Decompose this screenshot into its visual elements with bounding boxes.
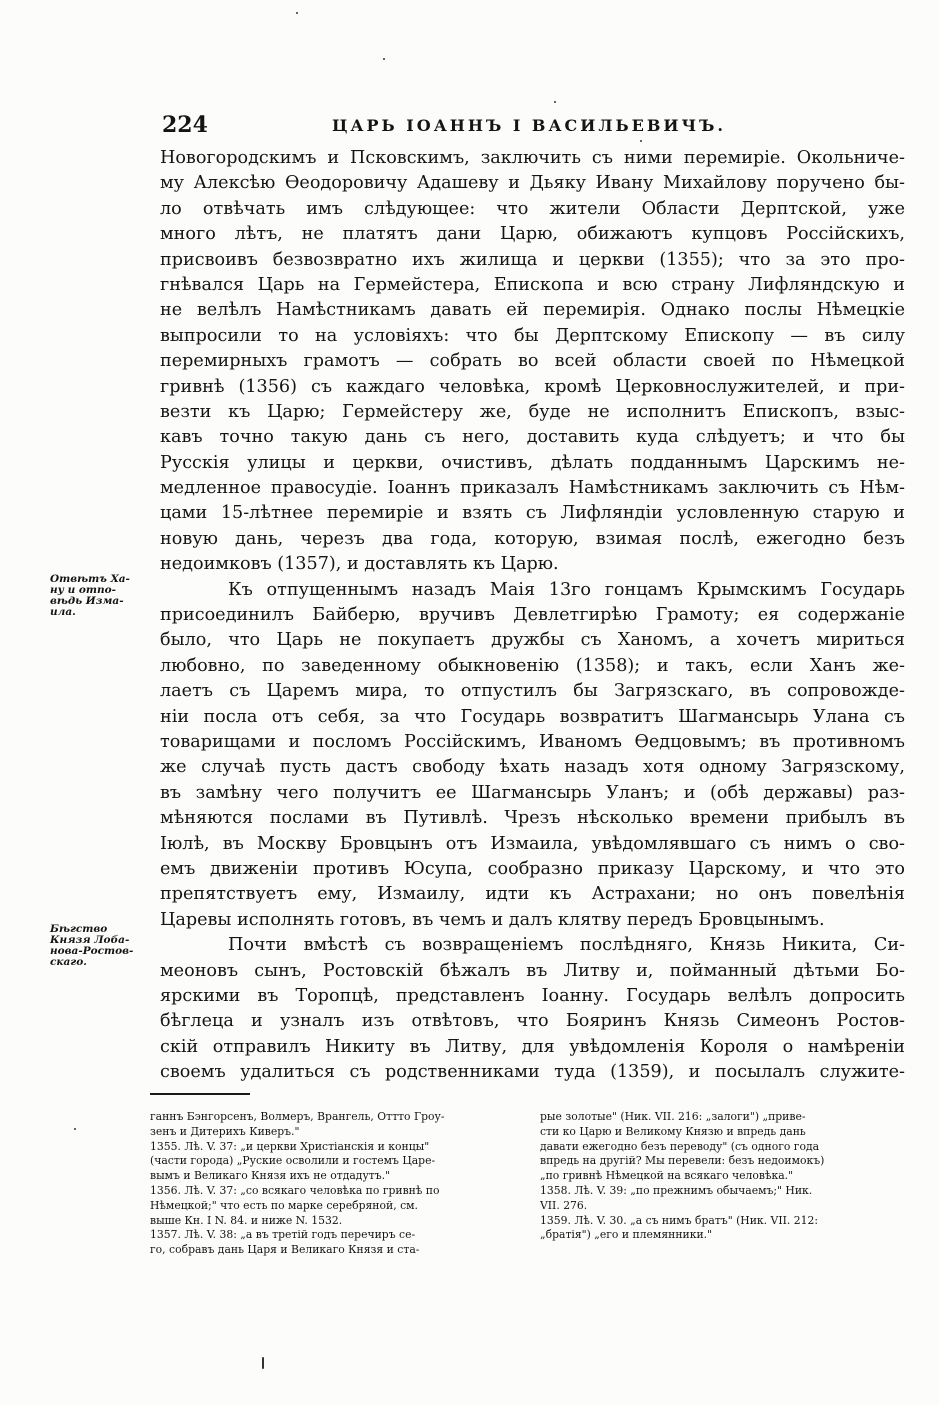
footnote-line: го, собравъ дань Царя и Великаго Князя и ста- bbox=[150, 1243, 420, 1257]
scan-speck bbox=[640, 140, 642, 142]
margin-note-line: вѣдь Изма- bbox=[50, 595, 124, 607]
scan-speck bbox=[262, 1357, 264, 1369]
margin-note-line: нова-Ростов- bbox=[50, 945, 134, 957]
margin-note-line: Отвѣтъ Ха- bbox=[50, 573, 130, 585]
body-line: не велѣлъ Намѣстникамъ давать ей перемирія. Однако послы Нѣмецкіе bbox=[160, 300, 905, 321]
body-line: было, что Царь не покупаетъ дружбы съ Ханомъ, а хочетъ мириться bbox=[160, 630, 905, 651]
body-line: выпросили то на условіяхъ: что бы Дерптскому Епископу — въ силу bbox=[160, 325, 905, 346]
body-line: скій отправилъ Никиту въ Литву, для увѣдомленія Короля о намѣреніи bbox=[160, 1036, 905, 1057]
body-line: присвоивъ безвозвратно ихъ жилища и церкви (1355); что за это про- bbox=[160, 249, 905, 270]
footnote-line: впредь на другій? Мы перевели: безъ недоимокъ) bbox=[540, 1154, 825, 1168]
body-line: новую дань, черезъ два года, которую, взимая послѣ, ежегодно безъ bbox=[160, 528, 905, 549]
body-line: медленное правосудіе. Іоаннъ приказалъ Намѣстникамъ заключить съ Нѣм- bbox=[160, 478, 905, 499]
footnote-line: 1356. Лѣ. V. 37: „со всякаго человѣка по гривнѣ по bbox=[150, 1183, 440, 1197]
page-number: 224 bbox=[162, 112, 208, 138]
margin-note-line: скаго. bbox=[50, 956, 87, 968]
footnote-line: 1357. Лѣ. V. 38: „а въ третій годъ перечиръ се- bbox=[150, 1228, 416, 1242]
body-line: мѣняются послами въ Путивлѣ. Чрезъ нѣсколько времени прибылъ въ bbox=[160, 808, 905, 829]
footnote-line: „братія") „его и племянники." bbox=[540, 1228, 713, 1242]
footnote-line: ганнъ Бэнгорсенъ, Волмеръ, Врангель, Оттто Гроу- bbox=[150, 1110, 445, 1123]
body-line: недоимковъ (1357), и доставлять къ Царю. bbox=[160, 554, 559, 575]
body-line: емъ движеніи противъ Юсупа, сообразно приказу Царскому, и что это bbox=[160, 858, 905, 879]
body-line: своемъ удалиться съ родственниками туда (1359), и посылалъ служите- bbox=[160, 1062, 905, 1083]
body-line: Царевы исполнять готовъ, въ чемъ и далъ клятву передъ Бровцынымъ. bbox=[160, 909, 825, 930]
footnote-line: сти ко Царю и Великому Князю и впредь дань bbox=[540, 1124, 806, 1138]
body-line: перемирныхъ грамотъ — собрать во всей области своей по Нѣмецкой bbox=[160, 351, 905, 372]
page-header bbox=[162, 112, 900, 142]
footnote-line: 1359. Лѣ. V. 30. „а съ нимъ братъ" (Ник. VII. 212: bbox=[540, 1213, 818, 1227]
body-line: любовно, по заведенному обыкновенію (1358); и такъ, если Ханъ же- bbox=[160, 655, 905, 676]
footnote-line: зенъ и Дитерихъ Киверъ." bbox=[150, 1124, 300, 1138]
footnote-line: VII. 276. bbox=[540, 1198, 588, 1212]
scan-speck bbox=[74, 1128, 76, 1130]
footnote-line: выше Кн. I N. 84. и ниже N. 1532. bbox=[150, 1213, 343, 1227]
margin-note-line: Бѣгство bbox=[50, 923, 108, 935]
scan-speck bbox=[296, 12, 298, 14]
scan-speck bbox=[383, 58, 385, 60]
footnote-line: (части города) „Руские осволили и гостемъ Царе- bbox=[150, 1154, 436, 1168]
footnotes-left-column bbox=[150, 1110, 520, 1258]
body-text bbox=[160, 146, 905, 1085]
body-line: ло отвѣчать имъ слѣдующее: что жители Области Дерптской, уже bbox=[160, 198, 905, 219]
footnote-line: рые золотые" (Ник. VII. 216: „залоги") „приве- bbox=[540, 1110, 806, 1123]
body-line: Къ отпущеннымъ назадъ Маія 13го гонцамъ Крымскимъ Государь bbox=[228, 579, 905, 600]
body-line: гривнѣ (1356) съ каждаго человѣка, кромѣ Церковнослужителей, и при- bbox=[160, 376, 905, 397]
margin-note-prince-flight bbox=[50, 924, 158, 968]
scan-speck bbox=[554, 101, 556, 103]
body-line: кавъ точно такую дань съ него, доставить куда слѣдуетъ; и что бы bbox=[160, 427, 905, 448]
body-line: ярскими въ Торопцѣ, представленъ Іоанну. Государь велѣлъ допросить bbox=[160, 985, 905, 1006]
body-line: же случаѣ пусть дастъ свободу ѣхать назадъ хотя одному Загрязскому, bbox=[160, 757, 905, 778]
body-line: Русскія улицы и церкви, очистивъ, дѣлать подданнымъ Царскимъ не- bbox=[160, 452, 905, 473]
margin-note-line: Князя Лоба- bbox=[50, 934, 130, 946]
body-line: товарищами и посломъ Россійскимъ, Иваномъ Ѳедцовымъ; въ противномъ bbox=[160, 731, 905, 752]
body-line: ніи посла отъ себя, за что Государь возвратитъ Шагмансырь Улана съ bbox=[160, 706, 905, 727]
footnote-line: 1358. Лѣ. V. 39: „по прежнимъ обычаемъ;" Ник. bbox=[540, 1183, 813, 1197]
margin-note-line: ила. bbox=[50, 606, 76, 618]
body-line: везти къ Царю; Гермейстеру же, буде не исполнитъ Епископъ, взыс- bbox=[160, 401, 905, 422]
body-line: гнѣвался Царь на Гермейстера, Епископа и всю страну Лифляндскую и bbox=[160, 274, 905, 295]
body-line: Новогородскимъ и Псковскимъ, заключить съ ними перемиріе. Окольниче- bbox=[160, 148, 905, 168]
body-line: Почти вмѣстѣ съ возвращеніемъ послѣдняго, Князь Никита, Си- bbox=[228, 935, 905, 956]
running-title: ЦАРЬ ІОАННЪ І ВАСИЛЬЕВИЧЪ. bbox=[332, 116, 726, 135]
footnotes-right-column bbox=[540, 1110, 905, 1243]
body-line: меоновъ сынъ, Ростовскій бѣжалъ въ Литву и, пойманный дѣтьми Бо- bbox=[160, 960, 905, 981]
footnote-line: Нѣмецкой;" что есть по марке серебряной, см. bbox=[150, 1198, 418, 1212]
body-line: цами 15-лѣтнее перемиріе и взять съ Лифляндіи условленную старую и bbox=[160, 503, 905, 524]
footnote-line: вымъ и Великаго Князя ихъ не отдадутъ." bbox=[150, 1169, 391, 1183]
body-line: препятствуетъ ему, Измаилу, идти къ Астрахани; но онъ повелѣнія bbox=[160, 884, 905, 905]
body-line: въ замѣну чего получитъ ее Шагмансырь Уланъ; и (обѣ державы) раз- bbox=[160, 782, 905, 803]
body-line: му Алексѣю Ѳеодоровичу Адашеву и Дьяку Ивану Михайлову поручено бы- bbox=[160, 173, 905, 194]
footnote-line: „по гривнѣ Нѣмецкой на всякаго человѣка." bbox=[540, 1169, 794, 1183]
body-line: много лѣтъ, не платятъ дани Царю, обижаютъ купцовъ Россійскихъ, bbox=[160, 224, 905, 245]
margin-note-khan-reply bbox=[50, 574, 158, 618]
footnote-rule bbox=[150, 1093, 250, 1095]
body-line: присоединилъ Байберю, вручивъ Девлетгирѣю Грамоту; ея содержаніе bbox=[160, 605, 905, 626]
footnote-line: давати ежегодно безъ переводу" (съ одного года bbox=[540, 1139, 820, 1153]
margin-note-line: ну и отпо- bbox=[50, 584, 116, 596]
body-line: Іюлѣ, въ Москву Бровцынъ отъ Измаила, увѣдомлявшаго съ нимъ о сво- bbox=[160, 833, 905, 854]
footnote-line: 1355. Лѣ. V. 37: „и церкви Христіанскія и концы" bbox=[150, 1139, 430, 1153]
body-line: бѣглеца и узналъ изъ отвѣтовъ, что Бояринъ Князь Симеонъ Ростов- bbox=[160, 1011, 905, 1032]
body-line: лаетъ съ Царемъ мира, то отпустилъ бы Загрязскаго, въ сопровожде- bbox=[160, 681, 905, 702]
